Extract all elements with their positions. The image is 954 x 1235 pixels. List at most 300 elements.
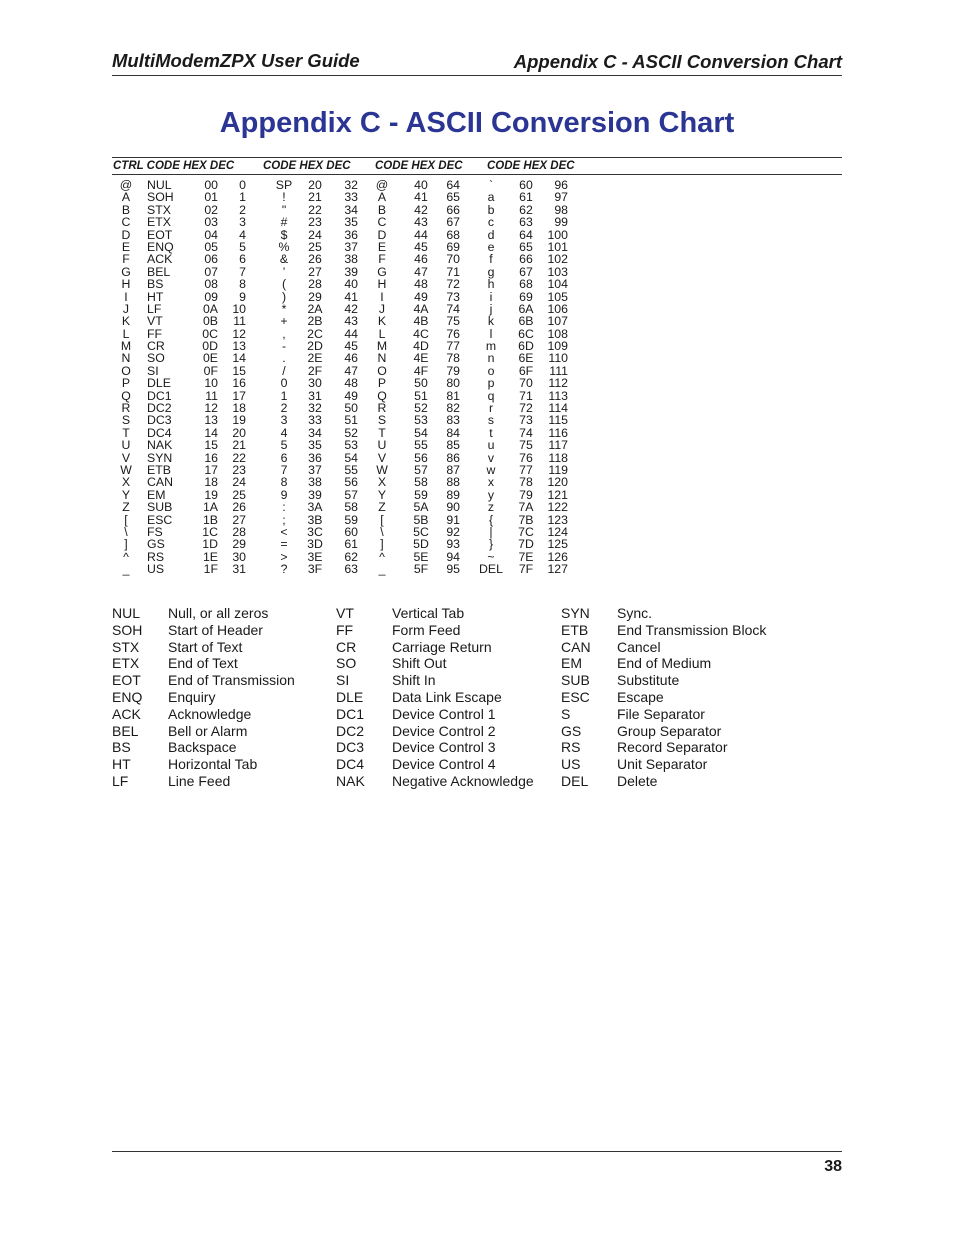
abbreviation-meaning: Form Feed (392, 621, 461, 638)
abbreviation-meaning: Data Link Escape (392, 688, 502, 705)
table-cell-hex0: 1F (203, 562, 218, 577)
table-cell-dec1: 37 (344, 239, 358, 254)
abbreviation-code: LF (112, 772, 129, 789)
table-cell-dec3: 125 (547, 537, 568, 552)
table-cell-hex2: 54 (414, 425, 428, 440)
table-cell-hex0: 17 (204, 462, 218, 477)
abbr-codes-2 (336, 605, 365, 790)
table-cell-code0: EM (147, 487, 166, 502)
table-cell-code2: T (378, 425, 386, 440)
abbreviation-code: SYN (561, 605, 590, 621)
table-cell-dec1: 57 (344, 487, 358, 502)
table-cell-code2: H (377, 277, 387, 292)
table-cell-code2: Y (377, 487, 387, 502)
table-cell-code0: NAK (147, 438, 173, 453)
table-cell-hex3: 7D (518, 537, 534, 552)
table-cell-ctrl: B (121, 202, 131, 217)
table-cell-code0: FS (147, 524, 163, 539)
table-cell-dec0: 25 (232, 487, 246, 502)
table-cell-dec0: 30 (232, 549, 246, 564)
table-cell-dec0: 21 (232, 438, 246, 453)
header-rule (112, 75, 842, 76)
table-cell-dec1: 51 (344, 413, 358, 428)
table-cell-code1: ( (281, 277, 287, 292)
hex-column-3 (407, 179, 435, 576)
table-cell-code2: G (377, 264, 387, 279)
table-cell-ctrl: O (121, 363, 131, 378)
table-cell-dec3: 97 (554, 190, 568, 205)
table-cell-dec1: 59 (344, 512, 358, 527)
table-cell-ctrl: I (124, 289, 128, 304)
table-cell-dec3: 122 (547, 500, 568, 515)
table-cell-ctrl: \ (124, 524, 128, 539)
table-cell-code3: j (489, 301, 493, 316)
table-cell-hex3: 77 (519, 462, 533, 477)
table-cell-dec1: 43 (344, 314, 358, 329)
table-cell-code0: SI (147, 363, 159, 378)
table-cell-dec0: 18 (232, 401, 246, 416)
hex-column-4 (512, 179, 540, 576)
code-column-3 (370, 179, 394, 576)
abbreviation-meaning: Line Feed (168, 772, 231, 789)
table-cell-dec2: 90 (446, 500, 460, 515)
table-cell-code1: = (280, 537, 288, 552)
table-cell-hex0: 11 (205, 388, 218, 403)
abbreviation-meaning: Start of Header (168, 621, 263, 638)
table-cell-dec0: 9 (239, 289, 246, 304)
table-cell-hex2: 51 (414, 388, 428, 403)
abbreviation-meaning: Device Control 3 (392, 739, 496, 756)
table-cell-dec0: 28 (232, 524, 246, 539)
abbreviation-meaning: Shift Out (392, 655, 447, 672)
table-cell-hex2: 48 (414, 277, 428, 292)
table-cell-code1: ! (282, 190, 286, 205)
table-cell-hex3: 60 (519, 178, 533, 192)
table-cell-code3: DEL (479, 562, 503, 577)
table-cell-hex3: 73 (519, 413, 533, 428)
table-cell-code3: s (487, 413, 495, 428)
table-cell-hex1: 29 (308, 289, 322, 304)
abbreviation-code: FF (336, 621, 354, 638)
table-cell-ctrl: V (121, 450, 131, 465)
table-cell-hex2: 52 (414, 401, 428, 416)
table-cell-hex2: 5C (413, 524, 429, 539)
table-cell-code2: B (377, 202, 387, 217)
table-cell-ctrl: S (121, 413, 131, 428)
table-cell-dec3: 102 (547, 252, 568, 267)
table-cell-dec0: 17 (232, 388, 246, 403)
table-cell-hex1: 22 (308, 202, 322, 217)
table-cell-code1: $ (280, 227, 288, 242)
table-cell-dec1: 46 (344, 351, 358, 366)
table-cell-ctrl: C (121, 215, 131, 230)
table-cell-hex0: 0B (202, 314, 218, 329)
table-cell-hex3: 63 (519, 215, 533, 230)
table-cell-code1: SP (275, 178, 293, 192)
table-cell-hex2: 5A (413, 500, 429, 515)
table-cell-dec0: 10 (232, 301, 246, 316)
abbreviation-meaning: File Separator (617, 705, 705, 722)
table-cell-ctrl: U (121, 438, 131, 453)
table-cell-code2: S (377, 413, 387, 428)
table-cell-code2: K (377, 314, 387, 329)
table-cell-code0: FF (147, 326, 163, 341)
table-cell-hex0: 10 (204, 376, 218, 391)
table-cell-code0: ETX (147, 215, 171, 230)
running-header-section: Appendix C - ASCII Conversion Chart (513, 51, 842, 72)
table-cell-hex1: 2B (307, 314, 323, 329)
table-cell-hex1: 31 (308, 388, 322, 403)
table-cell-dec1: 35 (344, 215, 358, 230)
table-cell-ctrl: P (121, 376, 131, 391)
table-cell-hex2: 58 (414, 475, 428, 490)
table-cell-code2: @ (375, 178, 389, 192)
abbreviation-meaning: End of Transmission (168, 672, 295, 689)
table-cell-hex0: 0D (202, 339, 218, 354)
table-cell-hex2: 41 (414, 190, 428, 205)
table-cell-dec2: 75 (446, 314, 460, 329)
table-cell-code2: L (378, 326, 386, 341)
table-cell-hex3: 6B (518, 314, 534, 329)
table-cell-code3: } (488, 537, 494, 552)
table-cell-code2: N (377, 351, 387, 366)
table-cell-code0: SO (147, 351, 165, 366)
table-cell-hex1: 33 (308, 413, 322, 428)
table-cell-hex2: 5F (413, 562, 429, 577)
table-cell-dec2: 85 (446, 438, 460, 453)
table-header-group-1: CTRL CODE HEX DEC (113, 160, 235, 172)
table-cell-ctrl: G (121, 264, 131, 279)
abbreviation-code: ENQ (112, 688, 143, 705)
table-cell-code2: W (376, 462, 388, 477)
table-cell-dec2: 65 (446, 190, 460, 205)
table-cell-dec0: 7 (239, 264, 246, 279)
table-cell-hex2: 55 (414, 438, 428, 453)
table-cell-hex1: 20 (308, 178, 322, 192)
table-cell-code3: r (488, 401, 494, 416)
table-cell-dec0: 1 (239, 190, 246, 205)
table-cell-code2: U (377, 438, 387, 453)
table-cell-code0: EOT (147, 227, 173, 242)
table-cell-code1: 2 (280, 401, 288, 416)
table-cell-hex2: 45 (414, 239, 428, 254)
table-cell-dec2: 87 (446, 462, 460, 477)
table-cell-code3: { (488, 512, 494, 527)
table-cell-hex2: 59 (414, 487, 428, 502)
table-cell-code0: ESC (147, 512, 173, 527)
table-cell-code3: ~ (487, 549, 495, 564)
abbreviation-meaning: Carriage Return (392, 638, 492, 655)
table-cell-hex3: 64 (519, 227, 533, 242)
table-cell-hex1: 26 (308, 252, 322, 267)
table-cell-dec3: 116 (548, 425, 568, 440)
table-cell-hex1: 3E (307, 549, 323, 564)
table-cell-dec1: 49 (344, 388, 358, 403)
table-cell-hex1: 39 (308, 487, 322, 502)
table-cell-dec2: 64 (446, 178, 460, 192)
table-cell-code0: VT (147, 314, 163, 329)
abbreviation-meaning: Shift In (392, 672, 436, 689)
abbreviation-meaning: Bell or Alarm (168, 722, 248, 739)
table-cell-dec1: 40 (344, 277, 358, 292)
table-cell-code1: " (281, 202, 287, 217)
table-cell-code1: 6 (280, 450, 288, 465)
running-header-title: MultiModemZPX User Guide (112, 50, 360, 71)
table-cell-dec0: 8 (239, 277, 246, 292)
table-cell-hex3: 7F (518, 562, 534, 577)
table-cell-ctrl: A (121, 190, 131, 205)
table-cell-hex3: 7E (518, 549, 534, 564)
table-cell-ctrl: _ (122, 562, 130, 577)
abbreviation-code: DC3 (336, 739, 365, 756)
abbreviation-code: SOH (112, 621, 143, 638)
table-cell-code3: | (489, 524, 493, 539)
abbreviation-meaning: Escape (617, 688, 664, 705)
table-cell-hex0: 1D (202, 537, 218, 552)
table-cell-dec0: 4 (239, 227, 246, 242)
table-cell-dec2: 79 (446, 363, 460, 378)
table-cell-code1: . (282, 351, 286, 366)
abbreviation-code: ETX (112, 655, 140, 672)
table-cell-hex0: 07 (204, 264, 218, 279)
table-cell-hex0: 06 (204, 252, 218, 267)
table-cell-dec1: 52 (344, 425, 358, 440)
table-cell-dec1: 39 (344, 264, 358, 279)
table-cell-hex2: 49 (414, 289, 428, 304)
table-cell-hex3: 66 (519, 252, 533, 267)
table-cell-hex1: 38 (308, 475, 322, 490)
table-cell-dec0: 16 (232, 376, 246, 391)
table-cell-code2: E (377, 239, 387, 254)
table-cell-code0: SOH (147, 190, 174, 205)
table-cell-code2: D (377, 227, 387, 242)
table-cell-dec2: 93 (446, 537, 460, 552)
table-cell-ctrl: [ (124, 512, 128, 527)
table-cell-code2: Z (378, 500, 386, 515)
table-cell-hex0: 03 (204, 215, 218, 230)
abbreviation-code: EOT (112, 672, 141, 689)
table-cell-code2: F (378, 252, 386, 267)
table-cell-dec0: 5 (239, 239, 246, 254)
abbreviation-meaning: Horizontal Tab (168, 756, 258, 773)
table-cell-hex0: 19 (204, 487, 218, 502)
table-cell-code0: NUL (147, 178, 172, 192)
table-cell-hex3: 68 (519, 277, 533, 292)
table-cell-dec0: 24 (232, 475, 246, 490)
table-cell-hex3: 76 (519, 450, 533, 465)
table-cell-code2: [ (380, 512, 384, 527)
table-cell-hex3: 70 (519, 376, 533, 391)
table-cell-hex1: 3B (307, 512, 323, 527)
table-cell-hex1: 23 (308, 215, 322, 230)
abbreviation-code: CR (336, 638, 357, 655)
table-cell-dec2: 69 (446, 239, 460, 254)
abbreviation-code: ESC (561, 688, 590, 705)
table-cell-dec0: 20 (232, 425, 246, 440)
table-cell-hex2: 42 (414, 202, 428, 217)
table-cell-dec1: 34 (344, 202, 358, 217)
table-cell-hex1: 3C (307, 524, 323, 539)
table-cell-code1: 1 (280, 388, 288, 403)
abbreviation-code: NUL (112, 605, 141, 621)
table-cell-dec3: 99 (554, 215, 568, 230)
table-cell-hex3: 6D (518, 339, 534, 354)
table-cell-code0: BEL (147, 264, 171, 279)
hex-column-2 (301, 179, 329, 576)
table-cell-dec0: 3 (239, 215, 246, 230)
table-cell-dec3: 117 (548, 438, 568, 453)
table-cell-code2: R (377, 401, 387, 416)
table-cell-dec1: 53 (344, 438, 358, 453)
table-cell-code3: m (485, 339, 497, 354)
table-cell-hex0: 1A (202, 500, 218, 515)
table-cell-dec2: 78 (446, 351, 460, 366)
table-cell-dec2: 66 (446, 202, 460, 217)
table-cell-dec1: 42 (344, 301, 358, 316)
abbreviation-meaning: Group Separator (617, 722, 722, 739)
table-cell-dec1: 63 (344, 562, 358, 577)
table-cell-hex2: 5B (413, 512, 429, 527)
table-cell-hex1: 24 (308, 227, 322, 242)
table-cell-dec3: 104 (547, 277, 568, 292)
table-cell-code3: u (487, 438, 495, 453)
table-cell-hex1: 2C (307, 326, 323, 341)
table-cell-dec3: 107 (547, 314, 568, 329)
table-cell-dec1: 50 (344, 401, 358, 416)
table-cell-code2: Q (377, 388, 387, 403)
table-cell-hex2: 4B (413, 314, 429, 329)
table-cell-hex1: 2A (307, 301, 323, 316)
table-cell-hex3: 79 (519, 487, 533, 502)
table-cell-dec2: 81 (446, 388, 460, 403)
table-cell-dec1: 54 (344, 450, 358, 465)
table-cell-dec0: 27 (232, 512, 246, 527)
abbreviation-meaning: Negative Acknowledge (392, 772, 534, 789)
abbreviation-meaning: Delete (617, 772, 658, 789)
table-cell-code1: 0 (280, 376, 288, 391)
table-cell-dec2: 83 (446, 413, 460, 428)
abbreviation-code: DC2 (336, 722, 365, 739)
table-cell-hex2: 4E (413, 351, 429, 366)
table-cell-dec0: 26 (232, 500, 246, 515)
table-cell-code0: DC3 (147, 413, 172, 428)
table-cell-code2: J (378, 301, 386, 316)
table-cell-dec1: 32 (344, 178, 358, 192)
table-cell-dec3: 105 (547, 289, 568, 304)
table-cell-hex1: 21 (308, 190, 322, 205)
abbreviation-meaning: Acknowledge (168, 705, 252, 722)
code-column-4 (477, 179, 505, 576)
table-cell-code2: ^ (379, 549, 385, 564)
hex-column-1 (190, 179, 218, 576)
table-cell-dec3: 113 (548, 388, 568, 403)
table-cell-hex1: 32 (308, 401, 322, 416)
abbreviation-meaning: End of Text (168, 655, 238, 672)
table-cell-dec3: 98 (554, 202, 568, 217)
table-cell-hex0: 09 (204, 289, 218, 304)
table-cell-code2: I (380, 289, 384, 304)
page-title: Appendix C - ASCII Conversion Chart (219, 107, 735, 139)
table-cell-dec3: 101 (547, 239, 568, 254)
table-cell-hex0: 14 (204, 425, 218, 440)
table-cell-dec3: 127 (547, 562, 568, 577)
table-cell-code3: y (487, 487, 495, 502)
abbreviation-code: STX (112, 638, 140, 655)
table-cell-hex2: 4F (413, 363, 429, 378)
table-cell-dec0: 23 (232, 462, 246, 477)
table-cell-hex1: 30 (308, 376, 322, 391)
table-cell-code1: 9 (280, 487, 288, 502)
abbr-codes-3 (561, 605, 591, 790)
table-cell-hex0: 0E (202, 351, 218, 366)
table-cell-dec2: 80 (446, 376, 460, 391)
abbreviation-meaning: Substitute (617, 672, 680, 689)
table-cell-code0: LF (147, 301, 162, 316)
table-cell-ctrl: J (122, 301, 130, 316)
table-cell-ctrl: Q (121, 388, 131, 403)
table-cell-hex1: 2D (307, 339, 323, 354)
table-cell-hex3: 72 (519, 401, 533, 416)
table-cell-hex0: 1E (202, 549, 218, 564)
table-cell-hex3: 61 (519, 190, 533, 205)
table-cell-dec2: 95 (446, 562, 460, 577)
table-cell-code0: RS (147, 549, 165, 564)
table-cell-code3: d (487, 227, 495, 242)
abbreviation-code: ACK (112, 705, 141, 722)
table-cell-hex1: 2E (307, 351, 323, 366)
table-cell-code1: 3 (280, 413, 288, 428)
table-cell-dec3: 96 (554, 178, 568, 192)
table-cell-dec2: 74 (446, 301, 460, 316)
table-cell-code3: c (487, 215, 495, 230)
table-header-group-3: CODE HEX DEC (375, 160, 463, 172)
table-cell-dec1: 41 (344, 289, 358, 304)
abbreviation-meaning: Vertical Tab (392, 605, 465, 621)
table-cell-dec1: 55 (344, 462, 358, 477)
table-cell-hex3: 67 (519, 264, 533, 279)
table-cell-dec0: 22 (232, 450, 246, 465)
table-cell-code3: z (487, 500, 495, 515)
table-cell-dec3: 120 (547, 475, 568, 490)
table-cell-dec3: 119 (548, 462, 568, 477)
table-cell-code1: ; (282, 512, 286, 527)
table-cell-code0: SYN (147, 450, 173, 465)
table-cell-dec1: 61 (344, 537, 358, 552)
table-cell-code2: O (377, 363, 387, 378)
table-cell-ctrl: H (121, 277, 131, 292)
table-cell-code0: SUB (147, 500, 173, 515)
table-cell-code0: ACK (147, 252, 173, 267)
table-cell-code3: v (487, 450, 495, 465)
table-cell-hex0: 08 (204, 277, 218, 292)
table-cell-hex0: 0A (202, 301, 218, 316)
abbreviation-code: CAN (561, 638, 591, 655)
abbreviation-meaning: Null, or all zeros (168, 605, 269, 621)
table-cell-ctrl: E (121, 239, 131, 254)
table-cell-hex0: 12 (204, 401, 218, 416)
table-cell-code1: , (282, 326, 286, 341)
table-cell-dec2: 70 (446, 252, 460, 267)
table-cell-hex0: 04 (204, 227, 218, 242)
abbreviation-code: DC1 (336, 705, 365, 722)
table-cell-dec3: 112 (548, 376, 568, 391)
table-cell-hex0: 01 (204, 190, 218, 205)
table-cell-dec3: 114 (548, 401, 568, 416)
abbreviation-code: DLE (336, 688, 364, 705)
dec-column-2 (334, 179, 358, 576)
table-cell-code0: DC4 (147, 425, 172, 440)
table-cell-dec1: 62 (344, 549, 358, 564)
